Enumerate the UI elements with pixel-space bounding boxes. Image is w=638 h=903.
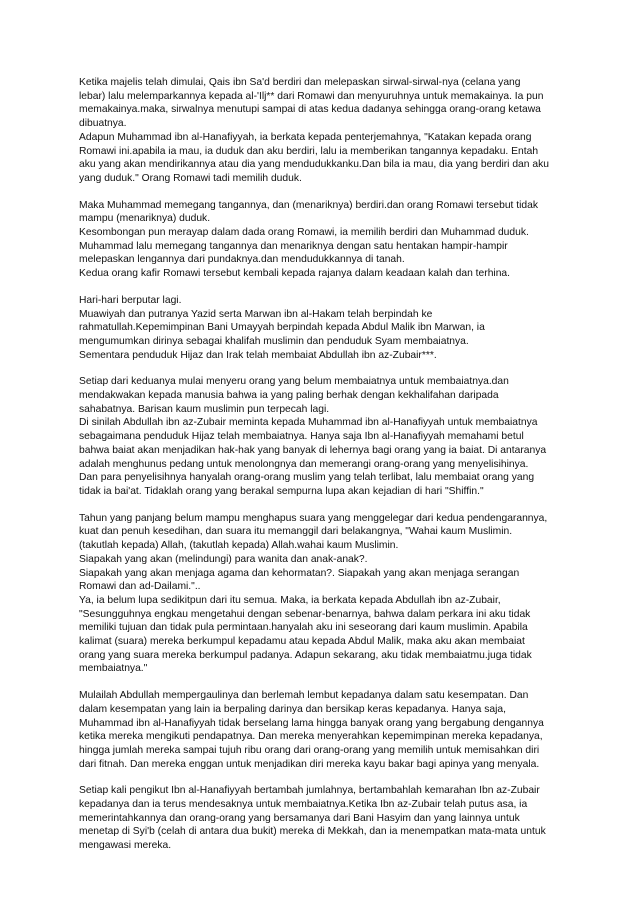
document-page bbox=[79, 76, 549, 866]
paragraph bbox=[79, 512, 549, 676]
paragraph bbox=[79, 294, 549, 363]
text-line: Sementara penduduk Hijaz dan Irak telah membaiat Abdullah ibn az-Zubair***. bbox=[79, 349, 437, 361]
paragraph bbox=[79, 199, 549, 281]
text-line: Adapun Muhammad ibn al-Hanafiyyah, ia berkata kepada penterjemahnya, "Katakan kepada orang Romawi ini.apabila ia mau, ia duduk dan aku berdiri, lalu ia memberikan tangannya kepadaku. Entah aku yang akan mendirikannya atau dia yang mendudukkanku.Dan bila ia mau, dia yang berdiri dan aku yang duduk." Orang Romawi tadi memilih duduk. bbox=[79, 131, 549, 184]
paragraph bbox=[79, 76, 549, 186]
text-line: Di sinilah Abdullah ibn az-Zubair meminta kepada Muhammad ibn al-Hanafiyyah untuk membaiatnya sebagaimana penduduk Hijaz telah membaiatnya. Hanya saja Ibn al-Hanafiyyah memahami betul bahwa baiat akan menjadikan hak-hak yang banyak di lehernya bagi orang yang ia baiat. Di antaranya adalah menghunus pedang untuk menolongnya dan memerangi orang-orang yang menyelisihinya. Dan para penyelisihnya hanyalah orang-orang muslim yang telah terlibat, lalu membaiat orang yang tidak ia bai'at. Tidaklah orang yang berakal sempurna lupa akan kejadian di hari "Shiffin." bbox=[79, 417, 547, 497]
text-line: Kesombongan pun merayap dalam dada orang Romawi, ia memilih berdiri dan Muhammad duduk. Muhammad lalu memegang tangannya dan menariknya dengan satu hentakan hampir-hampir melepaskan lengannya dari pundaknya.dan mendudukkannya di tanah. bbox=[79, 227, 529, 266]
text-line: Ya, ia belum lupa sedikitpun dari itu semua. Maka, ia berkata kepada Abdullah ibn az-Zubair, "Sesungguhnya engkau mengetahui dengan sebenar-benarnya, bahwa dalam perkara ini aku tidak memiliki tujuan dan tidak pula permintaan.hanyalah aku ini seseorang dari kaum muslimin. Apabila kalimat (suara) mereka berkumpul kepadamu atau kepada Abdul Malik, maka aku akan membaiat orang yang suara mereka berkumpul padanya. Adapun sekarang, aku tidak membaiatmu.juga tidak membaiatnya." bbox=[79, 594, 532, 675]
paragraph bbox=[79, 784, 549, 853]
text-line: Maka Muhammad memegang tangannya, dan (menariknya) berdiri.dan orang Romawi tersebut tidak mampu (menariknya) duduk. bbox=[79, 199, 539, 225]
text-line: Tahun yang panjang belum mampu menghapus suara yang menggelegar dari kedua pendengarannya, kuat dan penuh kesedihan, dan suara itu memanggil dari belakangnya, "Wahai kaum Muslimin.(takutlah kepada) Allah, (takutlah kepada) Allah.wahai kaum Muslimin. bbox=[79, 512, 548, 552]
paragraph bbox=[79, 689, 549, 771]
text-line: Ketika majelis telah dimulai, Qais ibn Sa'd berdiri dan melepaskan sirwal-sirwal-nya (celana yang lebar) lalu melemparkannya kepada al-'Ilj** dari Romawi dan menyuruhnya untuk memakainya. Ia pun memakainya.maka, sirwalnya menutupi sampai di atas kedua dadanya sehingga orang-orang ketawa dibuatnya. bbox=[79, 77, 544, 130]
text-line: Setiap dari keduanya mulai menyeru orang yang belum membaiatnya untuk membaiatnya.dan mendakwakan kepada manusia bahwa ia yang paling berhak dengan kekhalifahan daripada sahabatnya. Barisan kaum muslimin pun terpecah lagi. bbox=[79, 376, 509, 415]
text-line: Setiap kali pengikut Ibn al-Hanafiyyah bertambah jumlahnya, bertambahlah kemarahan Ibn az-Zubair kepadanya dan ia terus mendesaknya untuk membaiatnya.Ketika Ibn az-Zubair telah putus asa, ia memerintahkannya dan orang-orang yang bersamanya dari Bani Hasyim dan yang lainnya untuk menetap di Syi'b (celah di antara dua bukit) mereka di Mekkah, dan ia menempatkan mata-mata untuk mengawasi mereka. bbox=[79, 785, 546, 852]
text-line: Mulailah Abdullah mempergaulinya dan berlemah lembut kepadanya dalam satu kesempatan. Dan dalam kesempatan yang lain ia berpaling darinya dan bersikap keras kepadanya. Hanya saja, Muhammad ibn al-Hanafiyyah tidak berselang lama hingga banyak orang yang bergabung dengannya ketika mereka mengikuti pendapatnya. Dan mereka menyerahkan kepemimpinan mereka kepadanya, hingga jumlah mereka sampai tujuh ribu orang dari orang-orang yang memilih untuk memisahkan diri dari fitnah. Dan mereka enggan untuk menjadikan diri mereka kayu bakar bagi apinya yang menyala. bbox=[79, 690, 544, 770]
text-line: Muawiyah dan putranya Yazid serta Marwan ibn al-Hakam telah berpindah ke rahmatullah.Kepemimpinan Bani Umayyah berpindah kepada Abdul Malik ibn Marwan, ia mengumumkan dirinya sebagai khalifah muslimin dan penduduk Syam membaiatnya. bbox=[79, 308, 485, 347]
text-line: Hari-hari berputar lagi. bbox=[79, 294, 182, 306]
text-line: Siapakah yang akan menjaga agama dan kehormatan?. Siapakah yang akan menjaga serangan Romawi dan ad-Dailami.".. bbox=[79, 567, 520, 593]
text-line: Kedua orang kafir Romawi tersebut kembali kepada rajanya dalam keadaan kalah dan terhina. bbox=[79, 268, 511, 280]
paragraph bbox=[79, 375, 549, 498]
text-line: Siapakah yang akan (melindungi) para wanita dan anak-anak?. bbox=[79, 553, 368, 565]
